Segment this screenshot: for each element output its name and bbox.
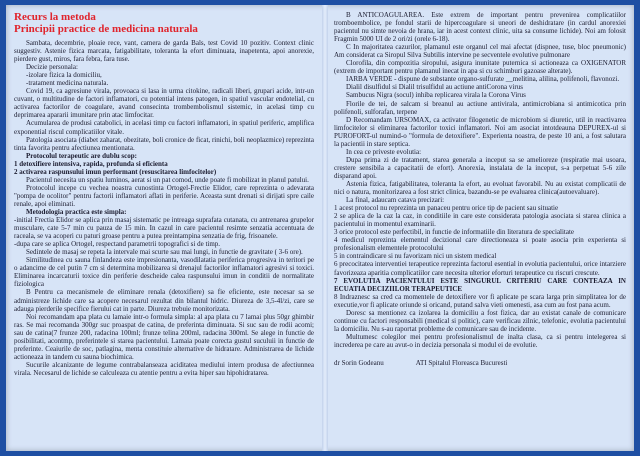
paragraph: Sucurile alcanizante de legume contrabalanseaza aciditatea mediului intern produsa de afectiunnea virala. Necesarul de lichide se calculeaza cu atentie pentru a evita hiper sau hipohidratarea. <box>14 360 314 377</box>
paragraph: B ANTICOAGULAREA. Este extrem de important pentru prevenirea complicatiilor tromboembolice, pe fondul starii de hipercoagulare si uneori de deshidratare (in cardul anorexiei pacientul nu simte nevoia de hrana, iar in acest context clinic, uita sa consume lichide). Noi am folosit Fragmin 5000 UI de 2 ori/zi (orele 6-18). <box>334 11 626 44</box>
paragraph: Acumularea de produsi catabolici, in acelasi timp cu factori inflamatori, in spatiul periferic, amplifica exponential riscul complicatiilor vitale. <box>14 119 314 136</box>
list-item: 8 Indraznesc sa cred ca momentele de detoxifiere vor fi aplicate pe scara larga prin simplitatea lor de executie,vor fi aplicate oriunde si oricand, putand salva vieti omenesti, asa cum au fost pana acum. <box>334 292 626 309</box>
paragraph: B Pentru ca mecanismele de eliminare renala (detoxifiere) sa fie eficiente, este necesar sa se administreze lichide care sa acopere necesarul rezultat din bilantul hidric. Diureza de 3,5-4l/zi, care se adauga pierderile specifice fierului cat in parte. Diureza trebuie monitorizata. <box>14 288 314 313</box>
section-heading: Protocolul terapeutic are dublu scop: <box>26 151 137 160</box>
paragraph: IARBA VERDE - dispune de substante organo-sulfurate __melitina, alilina, polifenoli, flavonozi. <box>346 75 620 84</box>
paragraph: Sedintele de masaj se repeta la intervale mai scurte sau mai lungi, in functie de gravitate ( 3-6 ore). <box>26 248 303 257</box>
goal-item: 1 detoxifiere intensiva, rapida, profunda si eficienta <box>14 159 168 168</box>
paragraph: Doresc sa mentionez ca izolarea la domiciliu a fost fizica, dar au existat canale de comunicare continue cu factori responsabili (medical si politic), care verificau zilnic, telefonic, evolutia pacientului la domiciliu. Nu s-au raportat probleme de comunicare sau de incidente. <box>334 308 626 333</box>
paragraph: Protocolul incepe cu vechea noastra cunostinta Ortogel-Frectie Elidor, care reprezinta o adevarata "pompa de ocolitor" pentru factorii inflamatori aflati in periferie. Aceasta sunt drenati si dirijati spre caile renale, apoi eliminati. <box>14 183 314 208</box>
author-name: dr Sorin Godeanu <box>334 358 384 367</box>
list-item: 2 se aplica de la caz la caz, in conditiile in care este considerata patologia asociata si starea clinica a pacientului in momentul examinarii. <box>334 212 626 229</box>
brochure-sheet <box>6 5 634 451</box>
paragraph: Dupa prima zi de tratament, starea generala a inceput sa se amelioreze (respiratie mai usoara, crestere sensibila a capacitatii de efort). Anorexia, instalata de la inceput, s-a perpetuat 5-6 zile disparand apoi. <box>334 155 626 180</box>
paragraph: Decizie personala: <box>26 63 78 72</box>
list-item: 4 medicul reprezinta elementul decizional care directioneaza si poate asocia prin experienta si profesionalism elementele protocolului <box>334 236 626 253</box>
paragraph: -initial Frectia Elidor se aplica prin masaj sistematic pe intreaga suprafata cutanata, cu antrenarea grupelor musculare, cate 5-7 min cu pauza de 15 min. In cazul in care pacientul resimte senzatia accentuata de raceala, se va acoperi cu paturi groase pentru a putea preintampina senzatia de frig, frisoanele. <box>14 216 314 241</box>
right-column <box>334 11 626 445</box>
signature-block <box>334 359 626 367</box>
paragraph: C In majoritatea cazurilor, plamanul este organul cel mai afectat (dispnee, tuse, bloc pneumonic) Am considerat ca Siropul Silva Subtilis intervine pe secventele evolutive pulmonare <box>334 43 626 60</box>
article-title-line-1: Recurs la metoda <box>14 11 96 23</box>
paragraph: Patologia asociata (diabet zaharat, obezitate, boli cronice de ficat, rinichi, boli neoplazmice) reprezinta tinta favorita pentru afectiunea mentionata. <box>14 135 314 152</box>
paragraph: Florile de tei, de salcam si breanul au actiune antivirala, antimicrobiana si antimicotica prin polifenoli, sulforafan, terpene <box>334 99 626 116</box>
paragraph: La final, adaucam catava precizari: <box>346 196 445 205</box>
author-affiliation: ATI Spitalul Floreasca Bucuresti <box>415 358 508 367</box>
paragraph: Similitudinea cu sauna finlandeza este impresionanta, vasodilatatia periferica progresiva in teritori pe o adancime de cel putin 7 cm si determina mobilizarea si drenajul factorilor inflamatori agresivi si toxici. Eliminarea incarcaturii toxice din periferie descheide calea raspunsului imun in conditii de normalitate fiziologica <box>14 256 314 289</box>
paragraph: Sambucus Nigra (socul) inhiba replicarea virala la Corona Virus <box>346 91 526 100</box>
paragraph: Clorofila, din compozitia siropului, asigura inunitate puternica si actioneaza ca OXIGENATOR (extrem de important pentru plamanul inecat in apa si cu schimburi gazoase alterate). <box>334 59 626 76</box>
list-item: 6 precocitatea interventiei terapeutice reprezinta factorul esential in evolutia pacientului, orice intarziere favorizeaza aparitia complicatiilor care necesita ulterior eforturi terapeutice cu riscuri crescute. <box>334 260 626 277</box>
paragraph: Multumesc colegilor mei pentru profesionalismul de inalta clasa, ca si pentru intelegerea si increderea pe care au avut-o in decizia personala si modul ei de evolutie. <box>334 332 626 349</box>
paragraph: -tratament medicina naturala. <box>26 79 109 88</box>
paragraph: -izolare fizica la domiciliu, <box>26 71 102 80</box>
section-heading: Metodologia practica este simpla: <box>26 207 127 216</box>
paragraph: -dupa care se aplica Ortogel, respectand parametrii topografici si de timp. <box>14 240 221 249</box>
paragraph: D Recomandam URSOMAX, ca activator filogenetic de microbiom si diuretic, util in reactivarea limfocitelor si eliminarea factorilor toxici inflamatori. Noi am asociat intotdeauna DEPUREX-ul si PUROFORT-ul numind-o "formula de detoxifiere". Experienta noastra, de peste 10 ani, a fost salutara la pacientii in stare septica. <box>334 115 626 148</box>
goal-item: 2 activarea raspunsului imun performant (resuscitarea limfocitelor) <box>14 167 217 176</box>
list-item: 7 EVOLUTIA PACIENTULUI ESTE SINGURUL CRITERIU CARE CONTEAZA IN ECUATIA DECIZIILOR TERAPEUTICE <box>334 276 626 293</box>
paragraph: Noi recomandam apa plata cu lamaie intr-o formula simpla: al apa plata cu 7 lamai plus 50gr ghimbir ras. Se mai recomanda 300gr suc proaspat de catina, de preferinta diminuata. Si suc sau de rodii acomi; sau de catina(7 frunze 200, radacina 100ml; frunze telina 200ml, radacina 300ml. Se alege in functie de posibilitati, acontmp, preferintele si starea pacientului. Lamaia poate corecta gustul suculuii in functie de preferinte. Ceaiurile de soc, patlagina, menta constituie alternative de hidratare. Administrarea de lichide actioneaza in tandem cu sauna biochimica. <box>14 312 314 361</box>
paragraph: Covid 19, ca agresiune virala, provoaca si lasa in urma citokine, radicali liberi, grupari acide, intr-un cuvant, o multitudine de factori inflamatori, cu potential intens patogen, in spatiul vascular endotelial, cu activarea factorilor de coagulare, avand consecinta trombembolismul sistemic, in acelasi timp cu deprimarea apararii imunitare prin atac limfocitar. <box>14 87 314 120</box>
list-item: 1 acest protocol nu reprezinta un panaceu pentru orice tip de pacient sau situatie <box>334 204 559 213</box>
paragraph: Dialil disulfidul si Dialil trisulfidul au actiune antiCorona virus <box>346 83 523 92</box>
list-item: 3 orice protocol este perfectibil, in functie de informatiile din literatura de specialitate <box>334 228 575 237</box>
paragraph: Pacientul necesita un spatiu luminos, aerat si un pat comod, unde poate fi mobilizat in planul patului. <box>26 175 309 184</box>
paragraph: In cea ce priveste evolutia: <box>346 147 422 156</box>
paragraph: Astenia fizica, fatigabilitatea, toleranta la efort, au evoluat favorabil. Nu au existat complicatii de nici o natura, monitorizarea a fost strict clinica, bazandu-se pe evaluarea clinica(autoevaluare). <box>334 179 626 197</box>
list-item: 5 in contraindicare si nu favorizam nici un sistem medical <box>334 252 497 261</box>
paragraph: Sambata, decembrie, ploaie rece, vant, camera de garda Bals, test Covid 10 pozitiv. Context clinic suggestiv. Astenie fizica marcata, fatigabilitate, toleranta la efort diminuata, inapetenta, apoi anorexie, pierdere gust, miros, fara febra, fara tuse. <box>14 39 314 64</box>
center-fold <box>322 5 328 451</box>
left-column <box>14 11 314 445</box>
article-title-line-2: Principii practice de medicina naturala <box>14 23 198 35</box>
